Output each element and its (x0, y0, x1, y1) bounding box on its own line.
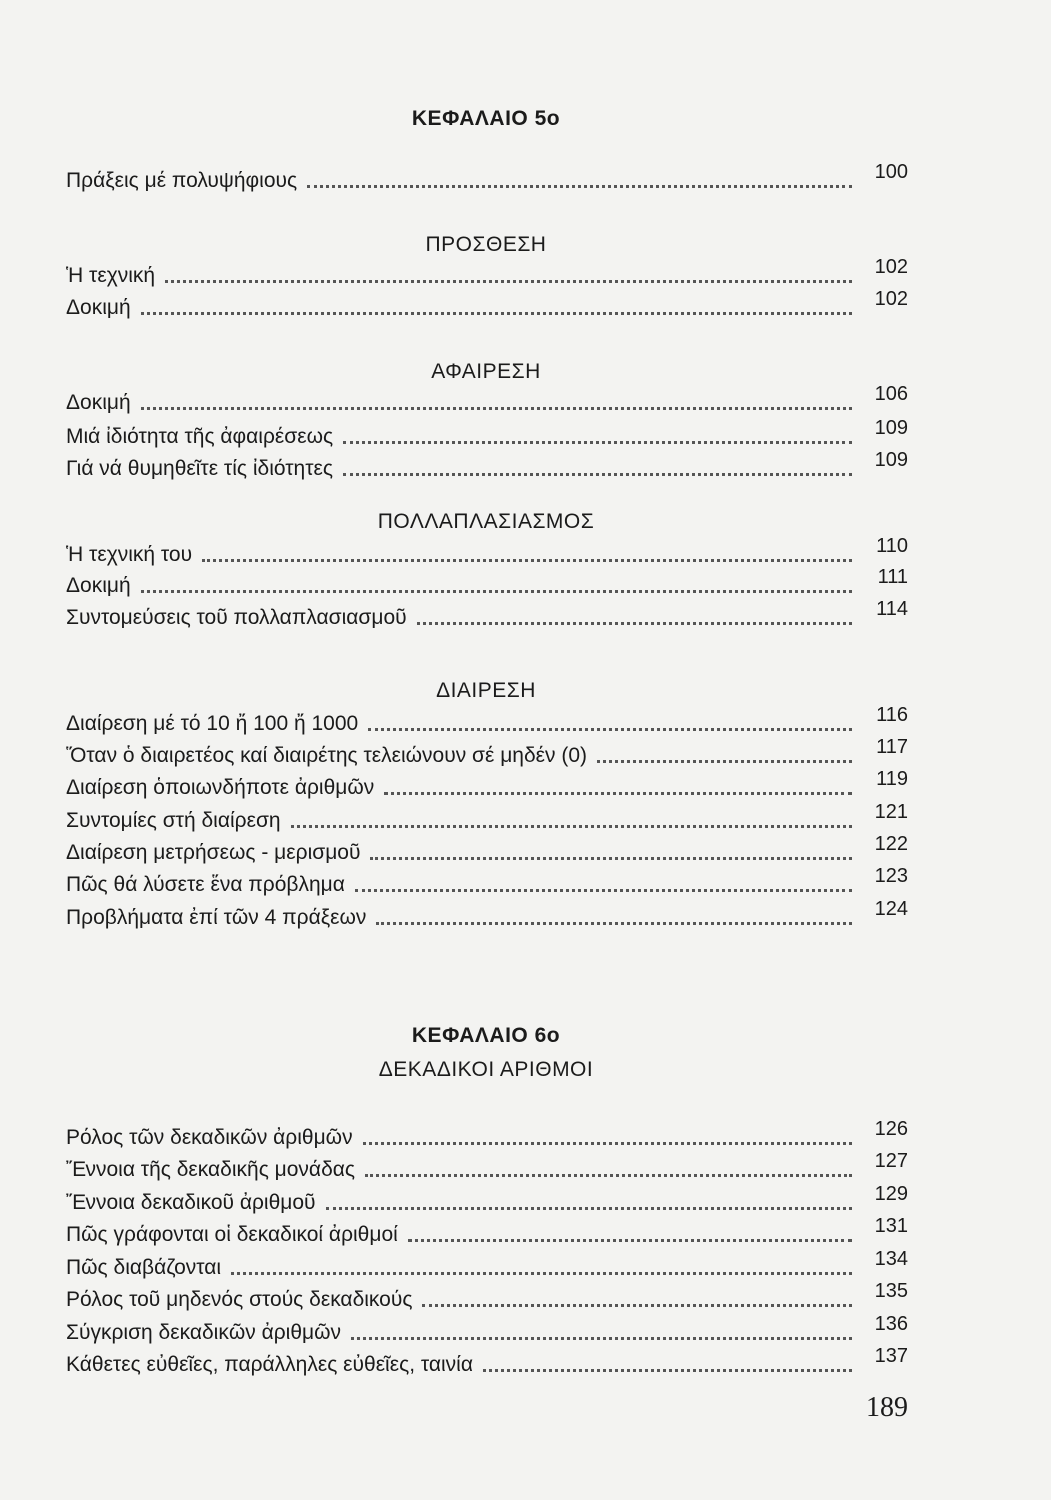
toc-entry-title: Διαίρεση μέ τό 10 ἤ 100 ἤ 1000 (66, 712, 359, 735)
toc-entry (66, 257, 908, 289)
page-number: 189 (866, 1392, 908, 1423)
toc-entry (66, 769, 908, 801)
toc-entry (66, 802, 908, 834)
toc-entry (66, 1281, 908, 1313)
dot-leader (343, 473, 852, 476)
toc-entry-page: 137 (874, 1345, 908, 1367)
toc-entry-title: Διαίρεση ὁποιωνδήποτε ἀριθμῶν (66, 776, 375, 799)
toc-entry-page: 135 (874, 1280, 908, 1302)
toc-entry (66, 737, 908, 769)
dot-leader (141, 312, 852, 315)
toc-entry-page: 122 (874, 833, 908, 855)
toc-entry (66, 1216, 908, 1248)
toc-entry-title: Κάθετες εὐθεῖες, παράλληλες εὐθεῖες, ταινία (66, 1353, 473, 1376)
dot-leader (368, 728, 852, 731)
dot-leader (376, 922, 852, 925)
toc-entry-page: 136 (874, 1313, 908, 1335)
toc-entry-page: 102 (874, 256, 908, 278)
toc-entry-title: Διαίρεση μετρήσεως - μερισμοῦ (66, 841, 361, 864)
dot-leader (291, 825, 852, 828)
toc-entry-title: Ἡ τεχνική του (66, 543, 193, 566)
toc-entry (66, 450, 908, 482)
toc-entry-title: Δοκιμή (66, 574, 131, 597)
toc-entry-page: 123 (874, 865, 908, 887)
toc-entry-page: 100 (874, 161, 908, 183)
toc-entry-title: Ὅταν ὁ διαιρετέος καί διαιρέτης τελειώνουν σέ μηδέν (0) (66, 744, 588, 767)
toc-entry-title: Ρόλος τοῦ μηδενός στούς δεκαδικούς (66, 1288, 413, 1311)
dot-leader (417, 622, 852, 625)
dot-leader (363, 1142, 852, 1145)
toc-entry (66, 289, 908, 321)
dot-leader (355, 889, 852, 892)
toc-entry-title: Πῶς θά λύσετε ἕνα πρόβλημα (66, 873, 345, 896)
dot-leader (165, 280, 852, 283)
toc-entry (66, 834, 908, 866)
toc-entry-page: 116 (876, 704, 908, 726)
toc-entry (66, 536, 908, 568)
toc-entry-page: 106 (874, 383, 908, 405)
toc-entry-title: Σύγκριση δεκαδικῶν ἀριθμῶν (66, 1321, 341, 1344)
toc-entry-page: 126 (874, 1118, 908, 1140)
toc-entry-title: Ἡ τεχνική (66, 264, 156, 287)
toc-entry-page: 111 (877, 566, 908, 588)
dot-leader (422, 1304, 852, 1307)
section-heading: ΔΕΚΑΔΙΚΟΙ ΑΡΙΘΜΟΙ (378, 1058, 594, 1081)
toc-entry-title: Ρόλος τῶν δεκαδικῶν ἀριθμῶν (66, 1126, 353, 1149)
toc-entry (66, 567, 908, 599)
toc-entry (66, 1151, 908, 1183)
toc-entry-title: Ἔννοια τῆς δεκαδικῆς μονάδας (66, 1158, 356, 1181)
dot-leader (483, 1369, 852, 1372)
toc-entry-title: Δοκιμή (66, 391, 131, 414)
toc-entry-page: 110 (876, 535, 908, 557)
dot-leader (597, 760, 852, 763)
section-heading: ΠΡΟΣΘΕΣΗ (425, 233, 547, 256)
chapter-heading: ΚΕΦΑΛΑΙΟ 5ο (411, 107, 561, 130)
toc-entry-page: 124 (874, 898, 908, 920)
toc-entry (66, 418, 908, 450)
toc-entry (66, 384, 908, 416)
toc-entry (66, 599, 908, 631)
dot-leader (370, 857, 852, 860)
dot-leader (231, 1272, 852, 1275)
section-heading: ΠΟΛΛΑΠΛΑΣΙΑΣΜΟΣ (377, 510, 595, 533)
toc-entry-title: Ἔννοια δεκαδικοῦ ἀριθμοῦ (66, 1191, 316, 1214)
toc-entry-page: 117 (876, 736, 908, 758)
toc-entry (66, 162, 908, 194)
toc-entry-title: Προβλήματα ἐπί τῶν 4 πράξεων (66, 906, 367, 929)
dot-leader (307, 185, 852, 188)
toc-entry-title: Πῶς διαβάζονται (66, 1256, 222, 1279)
toc-entry (66, 1314, 908, 1346)
toc-entry-title: Δοκιμή (66, 296, 131, 319)
dot-leader (384, 792, 852, 795)
toc-entry-title: Γιά νά θυμηθεῖτε τίς ἰδιότητες (66, 457, 333, 480)
toc-entry-page: 119 (876, 768, 908, 790)
dot-leader (351, 1337, 852, 1340)
dot-leader (326, 1207, 852, 1210)
toc-entry (66, 1184, 908, 1216)
toc-entry (66, 1346, 908, 1378)
toc-entry-page: 129 (874, 1183, 908, 1205)
section-heading: ΔΙΑΙΡΕΣΗ (436, 679, 536, 702)
toc-entry-page: 121 (874, 801, 908, 823)
dot-leader (343, 441, 852, 444)
toc-entry-page: 109 (874, 449, 908, 471)
toc-entry (66, 899, 908, 931)
toc-entry-title: Πράξεις μέ πολυψήφιους (66, 169, 298, 192)
toc-entry-title: Μιά ἰδιότητα τῆς ἀφαιρέσεως (66, 425, 334, 448)
toc-entry (66, 866, 908, 898)
section-heading: ΑΦΑΙΡΕΣΗ (431, 360, 541, 383)
toc-entry (66, 705, 908, 737)
dot-leader (408, 1239, 852, 1242)
dot-leader (141, 407, 852, 410)
dot-leader (202, 559, 852, 562)
toc-entry-page: 102 (874, 288, 908, 310)
toc-entry-page: 109 (874, 417, 908, 439)
toc-entry-page: 134 (874, 1248, 908, 1270)
chapter-heading: ΚΕΦΑΛΑΙΟ 6ο (411, 1024, 561, 1047)
toc-entry-title: Συντομεύσεις τοῦ πολλαπλασιασμοῦ (66, 606, 407, 629)
toc-entry-page: 131 (874, 1215, 908, 1237)
toc-entry (66, 1249, 908, 1281)
toc-entry (66, 1119, 908, 1151)
toc-entry-page: 114 (876, 598, 908, 620)
dot-leader (365, 1174, 852, 1177)
toc-entry-page: 127 (874, 1150, 908, 1172)
dot-leader (141, 590, 852, 593)
toc-entry-title: Πῶς γράφονται οἱ δεκαδικοί ἀριθμοί (66, 1223, 398, 1246)
toc-entry-title: Συντομίες στή διαίρεση (66, 809, 281, 832)
